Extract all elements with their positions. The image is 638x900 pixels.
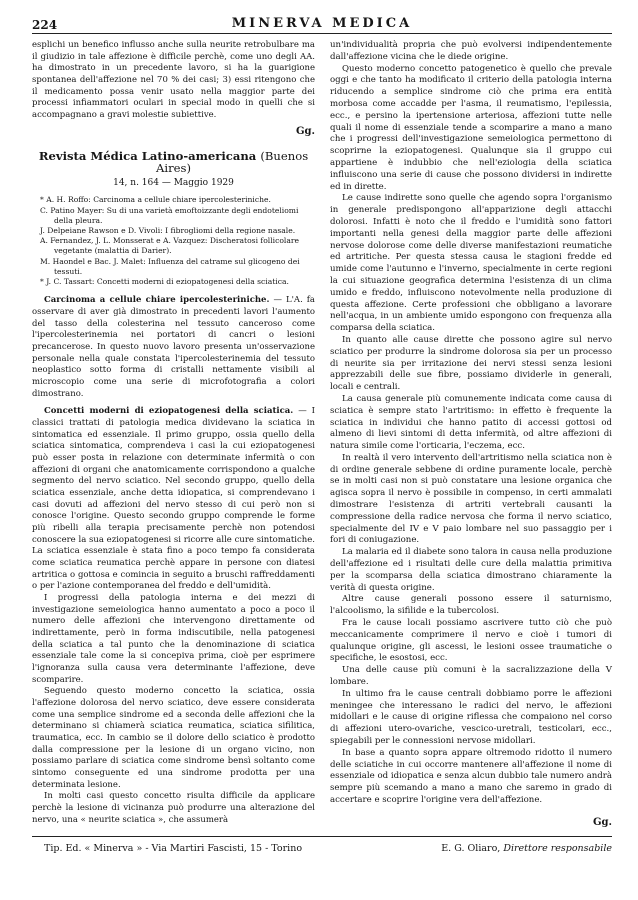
issue-line: 14, n. 164 — Maggio 1929	[113, 177, 234, 188]
review-heading	[32, 151, 315, 174]
contents-list	[32, 195, 315, 287]
intro-signature: Gg.	[295, 125, 315, 137]
contents-item: A. Fernandez, J. L. Monsserat e A. Vazquez: Discheratosi follicolare vegetante (malattia di Darier).	[40, 236, 299, 256]
review-title: Revista Médica Latino-americana	[38, 149, 257, 164]
paragraph-conclusion: In base a quanto sopra appare oltremodo ridotto il numero delle sciatiche in cui occorre mantenere all'affezione il nome di essenziale od idiopatica e senza alcun dubbio tale numero andrà sempre più scemando a mano a mano che saremo in grado di accertare e scoprire l'origine vera dell'affezione.	[330, 747, 612, 805]
sciatica-title: Concetti moderni di eziopatogenesi della sciatica.	[44, 406, 294, 417]
carcinoma-text: — L'A. fa osservare di aver già dimostrato in precedenti lavori l'aumento del tasso della colesterina nel tessuto canceroso come l'ipercolesterinemia nei portatori di cancri o lesioni precancerose. In questo nuovo lavoro presenta un'osservazione personale nella quale constata l'ipercolesterinemia del tessuto neoplastico sotto forma di cristalli nettamente visibili al microscopio come una serie di microfotografia a colori dimostrano.	[32, 295, 315, 399]
carcinoma-section	[32, 295, 315, 400]
paragraph-local: Fra le cause locali possiamo ascrivere tutto ciò che può meccanicamente comprimere il nervo e cioè i tumori di qualunque origine, gli ascessi, le lesioni ossee traumatiche o specifiche, le esostosi, ecc.	[330, 618, 612, 664]
contents-item: J. Delpeiane Rawson e D. Vivoli: I fibrogliomi della regione nasale.	[40, 226, 296, 235]
editor-role: Direttore responsabile	[503, 843, 612, 854]
page-number: 224	[32, 18, 58, 32]
journal-title: MINERVA MEDICA	[231, 16, 413, 31]
contents-item: C. Patino Mayer: Su di una varietà emoftoizzante degli endoteliomi della pleura.	[40, 205, 299, 225]
paragraph-modern: Questo moderno concetto patogenetico è quello che prevale oggi e che tanto ha modificato il criterio della patologia interna riducendo a semplice sindrome ciò che prima era entità morbosa come accadde per l'asma, il reumatismo, l'epilessia, ecc., e persino la ipertensione arteriosa, affezioni tutte nelle quali il nome di essenziale tende a scomparire a mano a mano che i progressi dell'investigazione semeiologica permettono di scoprirne la eziopatogenesi. Qualunque sia il gruppo cui appartiene è indubbio che nell'eziologia della sciatica influiscono una serie di cause che possono dividersi in indirette ed in dirette.	[330, 63, 612, 192]
paragraph-direct: In quanto alle cause dirette che possono agire sul nervo sciatico per produrre la sindrome dolorosa sia per un processo di neurite sia per irritazione dei nervi stessi senza lesioni apprezzabili delle sue fibre, possiamo dividerle in generali, locali e centrali.	[330, 334, 612, 393]
paragraph-concept: Seguendo questo moderno concetto la sciatica, ossia l'affezione dolorosa del nervo sciatico, deve essere considerata come una semplice sindrome ed a seconda delle affezioni che la determinano si chiamerà sciatica reumatica, sciatica sifilitica, traumatica, ecc. In cambio se il dolore dello sciatico è prodotto dalla compressione per la lesione di un organo vicino, non possiamo parlare di sciatica come sindrome bensì soltanto come sintomo conseguente ed una sindrome prodotta per una determinata lesione.	[32, 686, 315, 790]
paragraph-sacral: Una delle cause più comuni è la sacralizzazione della V lombare.	[330, 665, 612, 688]
paragraph-other-general: Altre cause generali possono essere il saturnismo, l'alcoolismo, la sifilide e la tubercolosi.	[330, 594, 612, 617]
contents-item: M. Haondel e Bac. J. Malet: Influenza del catrame sul glicogeno dei tessuti.	[40, 256, 300, 276]
contents-item: * A. H. Roffo: Carcinoma a cellule chiare ipercolesteriniche.	[40, 195, 271, 205]
paragraph-cases: In molti casi questo concetto risulta difficile da applicare perchè la lesione di vicinanza può produrre una alterazione del nervo, una « neurite sciatica », che assumerà	[32, 791, 315, 825]
page-header	[32, 12, 612, 32]
sciatica-text: — I classici trattati di patologia medica dividevano la sciatica in sintomatica ed essenziale. Il primo gruppo, ossia quello della sciatica sintomatica, comprendeva i casi la cui eziopatogenesi può esser posta in relazione con determinate infermità o con affezioni di organi che anatomicamente corrispondono a qualche segmento del nervo sciatico. Nel secondo gruppo, quello della sciatica essenziale, anche detta idiopatica, si comprendevano i casi dovuti ad affezioni del nervo stesso di cui però non si conosce l'origine. Questo secondo gruppo comprende le forme più ribelli alla terapia precisamente perchè non potendosi conoscere la sua eziopatogenesi si ricorre alle cure sintomatiche. La sciatica essenziale è stata fino a poco tempo fa considerata come sciatica reumatica perchè appare in persone con diatesi artritica o gottosa e comincia in seguito a bruschi raffreddamenti o per l'azione contemporanea del freddo e dell'umidità.	[32, 406, 315, 592]
left-column	[32, 40, 315, 826]
footer-rule	[32, 836, 612, 837]
editor-name: E. G. Oliaro,	[441, 843, 501, 854]
right-column	[330, 40, 612, 829]
editor-line	[441, 843, 612, 854]
header-rule	[32, 33, 612, 34]
contents-item: * J. C. Tassart: Concetti moderni di eziopatogenesi della sciatica.	[40, 277, 289, 287]
paragraph-indirect: Le cause indirette sono quelle che agendo sopra l'organismo in generale predispongono all'apparizione degli attacchi dolorosi. Infatti è noto che il freddo e l'umidità sono fattori importanti nella genesi della maggior parte delle affezioni nervose dolorose come delle diverse manifestazioni reumatiche ed artritiche. Per questa stessa causa le stagioni fredde ed umide come l'autunno e l'inverno, specialmente in certe regioni la cui situazione geografica determina l'esistenza di un clima umido e freddo, influiscono notevolmente nella produzione di questa affezione. Certe professioni che obbligano a lavorare nell'acqua, in un ambiente umido espongono con frequenza alla comparsa della sciatica.	[330, 193, 612, 334]
paragraph-central: In ultimo fra le cause centrali dobbiamo porre le affezioni meningee che interessano le radici del nervo, le affezioni midollari e le cause di origine riflessa che compaiono nel corso di affezioni utero-ovariche, vescico-uretrali, testicolari, ecc., spiegabili per le connessioni nervose midollari.	[330, 688, 612, 747]
printer-line: Tip. Ed. « Minerva » - Via Martiri Fascisti, 15 - Torino	[44, 843, 303, 854]
paragraph-malaria: La malaria ed il diabete sono talora in causa nella produzione dell'affezione ed i risultati delle cure della malattia primitiva per la scomparsa della sciatica dimostrano chiaramente la verità di questa origine.	[330, 547, 612, 593]
paragraph-arthritis: In realtà il vero intervento dell'artritismo nella sciatica non è di ordine generale sebbene di ordine puramente locale, perchè se in molti casi non si può constatare una lesione organica che agisca sopra il nervo è possibile in compenso, in certi ammalati dimostrare l'esistenza di artriti vertebrali causanti la compressione della radice nervosa che forma il nervo sciatico, specialmente del IV e V paio lombare nel suo passaggio per i fori di coniugazione.	[330, 452, 612, 546]
carcinoma-title: Carcinoma a cellule chiare ipercolesteriniche.	[44, 295, 270, 306]
review-city: (Buenos Aires)	[156, 149, 309, 176]
closing-signature: Gg.	[592, 816, 612, 828]
paragraph-general: La causa generale più comunemente indicata come causa di sciatica è sempre stato l'artritismo: in effetto è frequente la sciatica in individui che hanno patito di accessi gottosi od almeno di lievi sintomi di detta infermità, od altre affezioni di natura simile come l'orticaria, l'eczema, ecc.	[330, 393, 612, 452]
sciatica-section	[32, 406, 315, 593]
intro-paragraph: esplichi un benefico influsso anche sulla neurite retrobulbare ma il giudizio in tale affezione è difficile perchè, come uno degli AA. ha dimostrato in un precedente lavoro, si ha la guarigione spontanea dell'affezione nel 70 % dei casi; 3) essi ritengono che il medicamento possa venir usato nella maggior parte dei processi infiammatori oculari in special modo in quelli che si accompagnano a gravi molestie subiettive.	[32, 40, 315, 121]
paragraph-progress: I progressi della patologia interna e dei mezzi di investigazione semeiologica hanno aumentato a poco a poco il numero delle affezioni che intervengono direttamente od indirettamente, però in forma indiscutibile, nella patogenesi della sciatica a tal punto che la denominazione di sciatica essenziale tale come la si concepiva prima, cioè per esprimere l'ignoranza sulla causa vera determinante l'affezione, deve scomparire.	[32, 593, 315, 685]
paragraph-continuation: un'individualità propria che può evolversi indipendentemente dall'affezione vicina che le diede origine.	[330, 40, 612, 62]
